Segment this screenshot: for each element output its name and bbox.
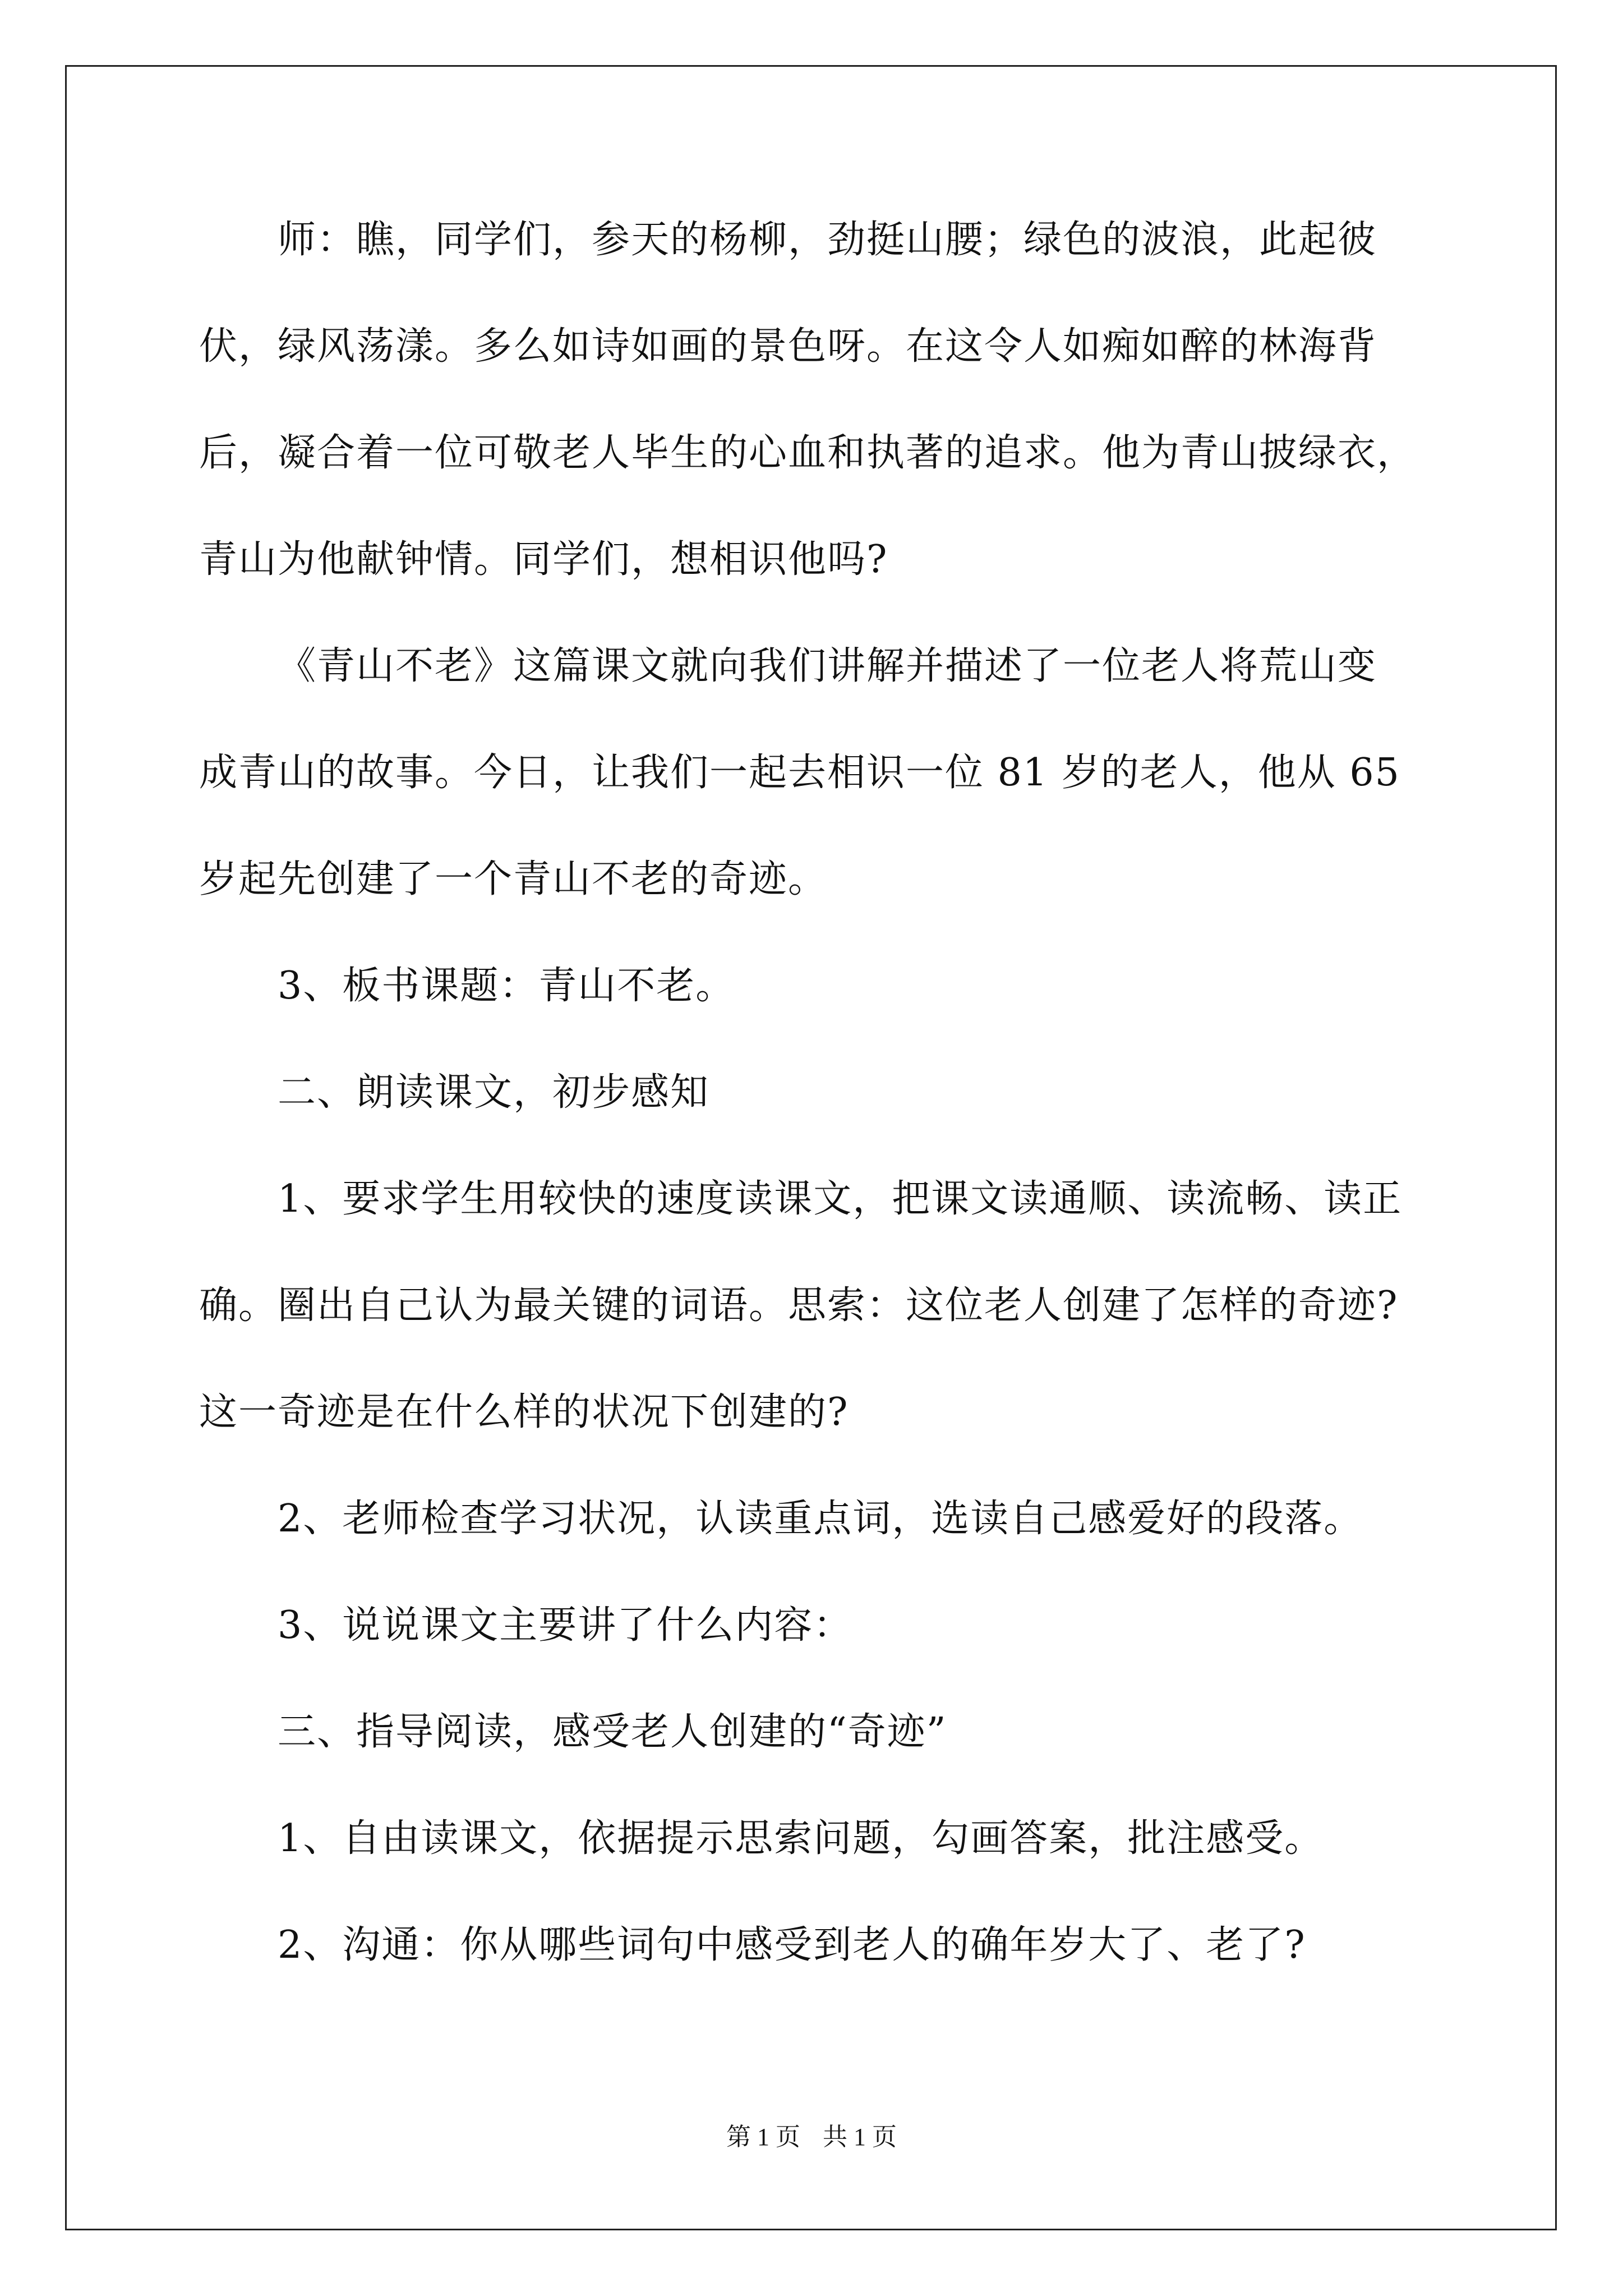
section-heading: 二、朗读课文，初步感知 <box>278 1070 710 1115</box>
paragraph-line: 确。圈出自己认为最关键的词语。思索：这位老人创建了怎样的奇迹? <box>199 1283 1399 1328</box>
paragraph-line: 3、说说课文主要讲了什么内容： <box>278 1603 853 1648</box>
page-total: 共 1 页 <box>823 2123 897 2151</box>
page-border <box>65 65 1557 2230</box>
paragraph-line: 《青山不老》这篇课文就向我们讲解并描述了一位老人将荒山变 <box>278 644 1377 688</box>
paragraph-line: 这一奇迹是在什么样的状况下创建的? <box>199 1390 849 1434</box>
section-heading: 三、指导阅读，感受老人创建的“奇迹” <box>278 1710 947 1754</box>
page-number: 第 1 页 <box>726 2123 800 2151</box>
paragraph-line: 成青山的故事。今日，让我们一起去相识一位 81 岁的老人，他从 65 <box>199 751 1400 795</box>
paragraph-line: 青山为他献钟情。同学们，想相识他吗? <box>199 537 888 582</box>
paragraph-line: 2、老师检查学习状况，认读重点词，选读自己感爱好的段落。 <box>278 1497 1363 1541</box>
page-footer <box>0 2120 1623 2154</box>
paragraph-line: 1、自由读课文，依据提示思索问题，勾画答案，批注感受。 <box>278 1816 1324 1861</box>
paragraph-line: 岁起先创建了一个青山不老的奇迹。 <box>199 857 828 901</box>
paragraph-line: 伏，绿风荡漾。多么如诗如画的景色呀。在这令人如痴如醉的林海背 <box>199 324 1377 369</box>
paragraph-line: 后，凝合着一位可敬老人毕生的心血和执著的追求。他为青山披绿衣， <box>199 431 1417 475</box>
paragraph-line: 师：瞧，同学们，参天的杨柳，劲挺山腰；绿色的波浪，此起彼 <box>278 218 1377 262</box>
paragraph-line: 3、板书课题：青山不老。 <box>278 964 735 1008</box>
paragraph-line: 2、沟通：你从哪些词句中感受到老人的确年岁大了、老了? <box>278 1923 1306 1967</box>
paragraph-line: 1、要求学生用较快的速度读课文，把课文读通顺、读流畅、读正 <box>278 1177 1403 1221</box>
